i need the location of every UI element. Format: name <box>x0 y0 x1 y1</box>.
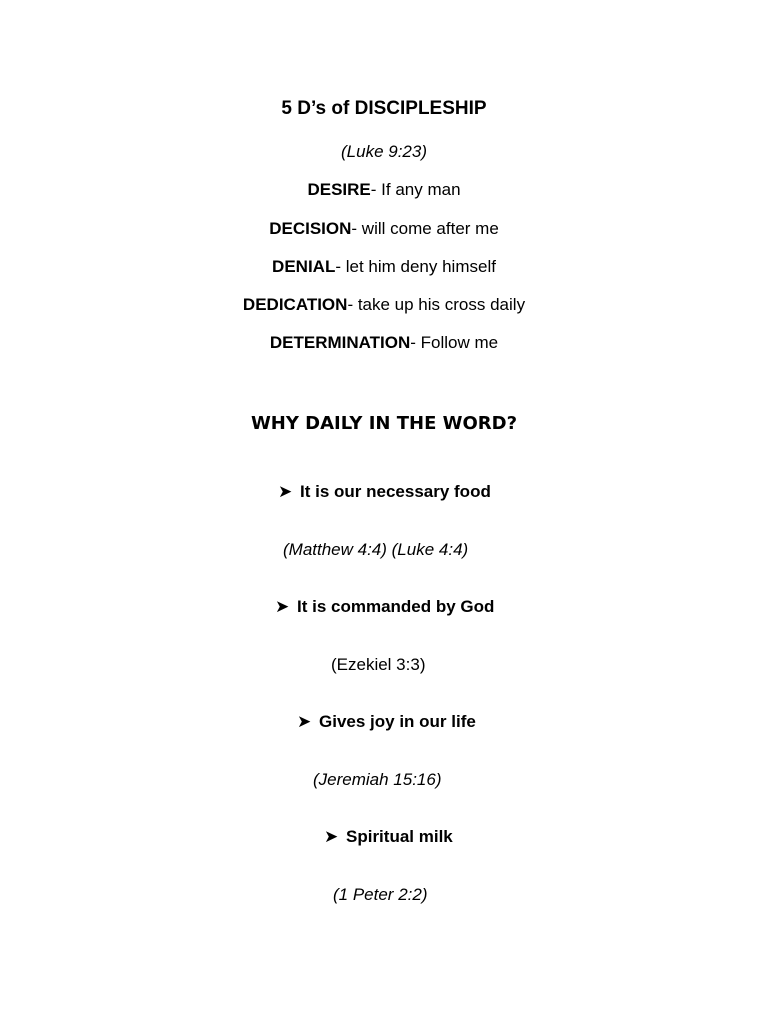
bullet-text: It is our necessary food <box>300 482 491 501</box>
item-text: - let him deny himself <box>335 257 496 276</box>
bullet-text: Gives joy in our life <box>319 712 476 731</box>
page-title: 5 D’s of DISCIPLESHIP <box>281 98 487 119</box>
item-text: - will come after me <box>351 219 499 238</box>
item-term: DEDICATION <box>242 295 348 314</box>
item-text: - Follow me <box>410 333 499 352</box>
discipleship-item-decision <box>0 220 768 237</box>
arrowhead-bullet-icon: ➤ <box>275 597 290 616</box>
item-term: DENIAL <box>272 257 336 276</box>
arrowhead-bullet-icon: ➤ <box>324 827 339 846</box>
item-text: - If any man <box>370 180 461 199</box>
arrowhead-bullet-icon: ➤ <box>278 482 293 501</box>
item-term: DECISION <box>269 219 352 238</box>
discipleship-item-desire <box>0 181 768 198</box>
item-text: - take up his cross daily <box>347 295 526 314</box>
bullet-point <box>278 483 491 500</box>
discipleship-item-denial <box>0 258 768 275</box>
arrowhead-bullet-icon: ➤ <box>297 712 312 731</box>
discipleship-item-dedication <box>0 296 768 313</box>
item-term: DESIRE <box>307 180 371 199</box>
scripture-reference: (Matthew 4:4) (Luke 4:4) <box>283 540 469 559</box>
bullet-point <box>297 713 476 730</box>
section-heading: WHY DAILY IN THE WORD? <box>250 413 518 434</box>
item-term: DETERMINATION <box>269 333 411 352</box>
bullet-text: Spiritual milk <box>346 827 453 846</box>
scripture-reference: (Luke 9:23) <box>341 142 427 161</box>
bullet-text: It is commanded by God <box>297 597 495 616</box>
scripture-reference: (Jeremiah 15:16) <box>313 770 442 789</box>
scripture-reference: (1 Peter 2:2) <box>333 885 428 904</box>
bullet-point <box>275 598 494 615</box>
discipleship-item-determination <box>0 334 768 351</box>
scripture-reference: (Ezekiel 3:3) <box>331 655 426 674</box>
bullet-point <box>324 828 453 845</box>
